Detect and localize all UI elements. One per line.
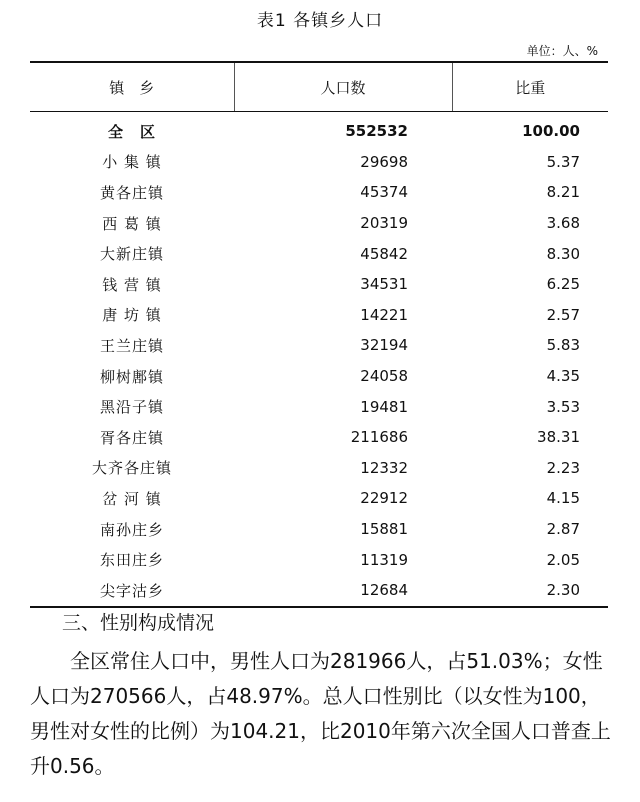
town-name: 岔 河 镇 <box>102 489 162 508</box>
table-row-total <box>30 112 608 147</box>
table-row <box>30 422 608 453</box>
table-row <box>30 544 608 575</box>
population-value: 34531 <box>360 275 408 294</box>
share-value: 3.53 <box>546 397 580 416</box>
town-name: 胥各庄镇 <box>99 428 164 447</box>
population-value: 29698 <box>360 152 408 171</box>
share-value: 2.57 <box>546 305 580 324</box>
town-name: 大齐各庄镇 <box>91 459 172 478</box>
share-value: 2.23 <box>546 458 580 477</box>
section-heading: 三、性别构成情况 <box>62 612 215 634</box>
header-town: 镇 乡 <box>30 62 234 112</box>
population-value: 19481 <box>360 397 408 416</box>
town-name: 小 集 镇 <box>102 153 162 172</box>
table-row <box>30 361 608 392</box>
share-value: 8.21 <box>546 183 580 202</box>
share-value: 38.31 <box>537 428 580 447</box>
body-paragraph: 全区常住人口中，男性人口为281966人，占51.03%；女性人口为270566人，占48.97%。总人口性别比（以女性为100，男性对女性的比例）为104.21，比2010年第六次全国人口普查上升0.56。 <box>30 649 611 778</box>
share-value: 100.00 <box>522 122 580 141</box>
table-row <box>30 330 608 361</box>
population-value: 211686 <box>350 428 408 447</box>
population-value: 11319 <box>360 550 408 569</box>
table-row <box>30 269 608 300</box>
town-name: 东田庄乡 <box>99 551 164 570</box>
share-value: 2.05 <box>546 550 580 569</box>
town-name: 柳树鄌镇 <box>99 367 164 386</box>
population-value: 12684 <box>234 575 452 607</box>
table-row <box>30 514 608 545</box>
table-row <box>30 575 608 607</box>
header-population: 人口数 <box>234 62 452 112</box>
population-value: 45842 <box>360 244 408 263</box>
share-value: 5.37 <box>546 152 580 171</box>
table-row <box>30 453 608 484</box>
population-value: 22912 <box>360 489 408 508</box>
share-value: 8.30 <box>546 244 580 263</box>
table-title: 表1 各镇乡人口 <box>256 11 384 31</box>
share-value: 5.83 <box>546 336 580 355</box>
town-name: 王兰庄镇 <box>99 336 164 355</box>
population-value: 15881 <box>360 520 408 539</box>
town-name: 西 葛 镇 <box>102 214 162 233</box>
share-value: 3.68 <box>546 214 580 233</box>
town-name: 全 区 <box>107 122 156 141</box>
population-value: 552532 <box>345 122 408 141</box>
population-value: 32194 <box>360 336 408 355</box>
table-row <box>30 483 608 514</box>
unit-note: 单位：人、% <box>526 44 598 58</box>
share-value: 2.87 <box>546 520 580 539</box>
table-row <box>30 208 608 239</box>
town-name: 南孙庄乡 <box>99 520 164 539</box>
table-row <box>30 300 608 331</box>
table-row <box>30 147 608 178</box>
town-name: 尖字沽乡 <box>30 575 234 607</box>
town-name: 黑沿子镇 <box>99 398 164 417</box>
population-value: 14221 <box>360 305 408 324</box>
share-value: 6.25 <box>546 275 580 294</box>
population-value: 24058 <box>360 367 408 386</box>
share-value: 2.30 <box>452 575 608 607</box>
share-value: 4.35 <box>546 367 580 386</box>
population-value: 20319 <box>360 214 408 233</box>
town-name: 钱 营 镇 <box>102 275 162 294</box>
population-value: 12332 <box>360 458 408 477</box>
table-row <box>30 177 608 208</box>
town-name: 黄各庄镇 <box>99 183 164 202</box>
town-name: 大新庄镇 <box>99 245 164 264</box>
table-row <box>30 391 608 422</box>
population-table <box>30 61 608 608</box>
table-header-row <box>30 62 608 112</box>
population-value: 45374 <box>360 183 408 202</box>
town-name: 唐 坊 镇 <box>102 306 162 325</box>
share-value: 4.15 <box>546 489 580 508</box>
header-share: 比重 <box>452 62 608 112</box>
table-row <box>30 238 608 269</box>
